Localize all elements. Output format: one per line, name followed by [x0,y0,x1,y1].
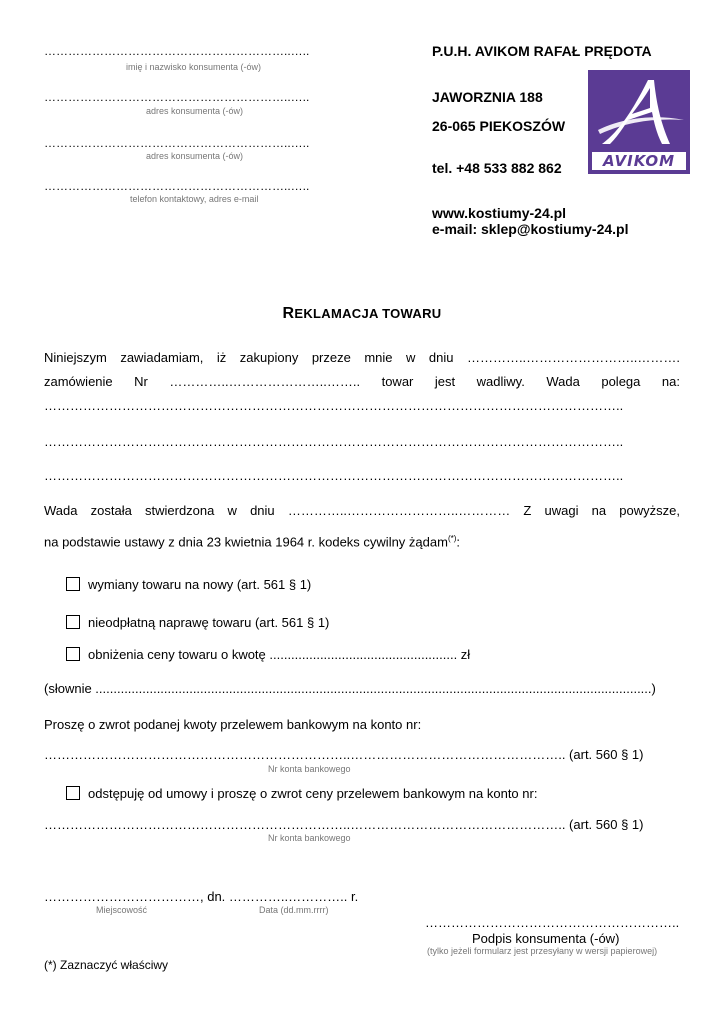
para2-line1: Wada została stwierdzona w dniu …………..……………………..………… Z uwagi na powyższe, [44,503,680,518]
withdraw-account-line[interactable]: ……………………………………………………………..………………………………………….. (art. 560 § 1) [44,817,644,832]
consumer-address-line-1[interactable]: ……………………………………………………..….. [44,90,310,104]
refund-request-text: Proszę o zwrot podanej kwoty przelewem bankowym na konto nr: [44,717,422,732]
defect-description-line-3[interactable]: …………………………………………………………………………………………………………………….. [44,468,624,483]
place-date-line[interactable]: ………………………………, dn. …………..………….. r. [44,889,359,904]
signature-line[interactable]: ………………………………………………….. [425,915,680,930]
document-title [0,305,724,323]
consumer-name-line[interactable]: ……………………………………………………..….. [44,44,310,58]
consumer-contact-line[interactable]: ……………………………………………………..….. [44,179,310,193]
refund-account-line[interactable]: ……………………………………………………………..………………………………………….. (art. 560 § 1) [44,747,644,762]
amount-in-words-line[interactable]: (słownie ..........................................................................................................................................................) [44,681,656,696]
footnote-marker: (*) [447,534,457,543]
company-website: www.kostiumy-24.pl [432,205,567,221]
option-withdraw [66,786,537,801]
consumer-address-line-2[interactable]: ……………………………………………………..….. [44,136,310,150]
consumer-name-caption: imię i nazwisko konsumenta (-ów) [126,62,262,72]
consumer-address-caption-1: adres konsumenta (-ów) [146,106,244,116]
option-replace [66,577,311,592]
para1-line1: Niniejszym zawiadamiam, iż zakupiony przeze mnie w dniu …………..……………………..………. [44,350,680,365]
title-rest: EKLAMACJA TOWARU [294,306,442,321]
date-caption: Data (dd.mm.rrrr) [259,905,329,915]
order-number-field[interactable]: …………..…………………..…….. [169,374,361,389]
company-name: P.U.H. AVIKOM RAFAŁ PRĘDOTA [432,43,652,59]
footnote: (*) Zaznaczyć właściwy [44,958,169,972]
title-first-letter: R [282,305,295,322]
refund-account-caption: Nr konta bankowego [268,764,351,774]
withdraw-checkbox[interactable] [66,786,80,800]
repair-label: nieodpłatną naprawę towaru (art. 561 § 1) [88,615,330,630]
repair-checkbox[interactable] [66,615,80,629]
company-phone: tel. +48 533 882 862 [432,160,562,176]
para2-line2: na podstawie ustawy z dnia 23 kwietnia 1964 r. kodeks cywilny żądam(*): [44,534,461,550]
withdraw-account-caption: Nr konta bankowego [268,833,351,843]
defect-description-line-2[interactable]: …………………………………………………………………………………………………………………….. [44,434,624,449]
consumer-contact-caption: telefon kontaktowy, adres e-mail [130,194,259,204]
logo-wordmark: AVIKOM [602,152,676,170]
withdraw-label: odstępuję od umowy i proszę o zwrot ceny przelewem bankowym na konto nr: [88,786,538,801]
company-city: 26-065 PIEKOSZÓW [432,118,566,134]
company-email: e-mail: sklep@kostiumy-24.pl [432,221,629,237]
purchase-date-field[interactable]: …………..……………………..………. [466,350,680,365]
price-reduction-checkbox[interactable] [66,647,80,661]
company-street: JAWORZNIA 188 [432,89,543,105]
defect-description-line-1[interactable]: …………………………………………………………………………………………………………………….. [44,398,624,413]
signature-note: (tylko jeżeli formularz jest przesyłany w wersji papierowej) [427,946,658,956]
replace-label: wymiany towaru na nowy (art. 561 § 1) [88,577,312,592]
place-caption: Miejscowość [96,905,148,915]
replace-checkbox[interactable] [66,577,80,591]
defect-date-field[interactable]: …………..……………………..………… [287,503,511,518]
avikom-logo [588,70,690,174]
option-price-reduction [66,647,470,662]
option-repair [66,615,329,630]
signature-label: Podpis konsumenta (-ów) [472,931,620,946]
consumer-address-caption-2: adres konsumenta (-ów) [146,151,244,161]
para1-line2: zamówienie Nr …………..…………………..…….. towar jest wadliwy. Wada polega na: [44,374,680,389]
price-reduction-label: obniżenia ceny towaru o kwotę .................................................... zł [88,647,471,662]
